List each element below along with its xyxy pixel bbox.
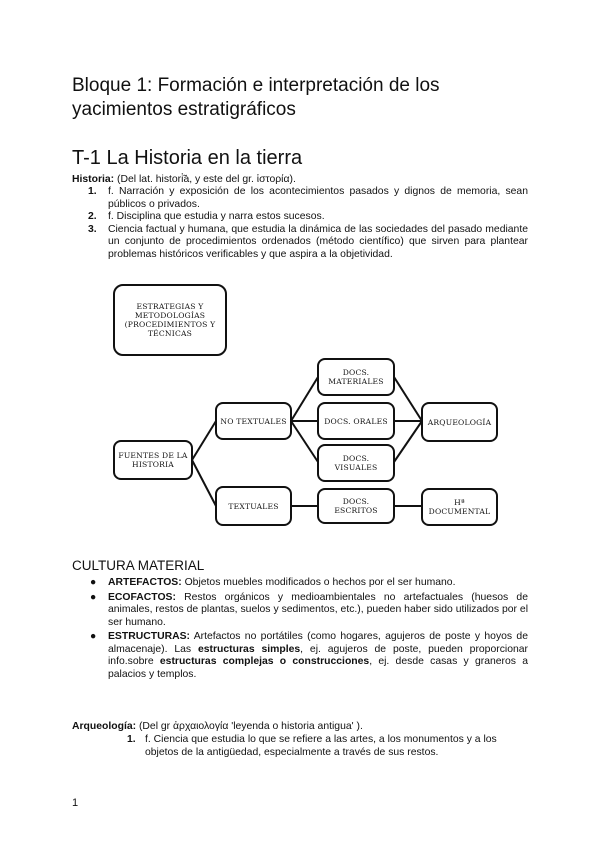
docs-escritos-box: DOCS. ESCRITOS <box>317 488 395 524</box>
arqueologia-etymology: (Del gr ἀρχαιολογία 'leyenda o historia antigua' ). <box>136 721 363 732</box>
textual-box: TEXTUALES <box>215 486 292 526</box>
bullet-icon: ● <box>90 591 97 603</box>
culture-text: Restos orgánicos y medioambientales no artefactuales (huesos de animales, restos de plantas, suelos y sedimentos, etc.), pueden haber sido utilizados por el ser humano. <box>108 591 528 628</box>
bullet-icon: ● <box>90 577 97 588</box>
connector-line <box>394 421 422 462</box>
documental-box: Hª DOCUMENTAL <box>421 488 498 526</box>
connector-line <box>192 421 216 460</box>
definition-number: 2. <box>88 211 97 222</box>
culture-item <box>72 592 528 630</box>
culture-term: ESTRUCTURAS: <box>108 631 190 642</box>
non-textual-box: NO TEXTUALES <box>215 402 292 440</box>
docs-visuales-box: DOCS. VISUALES <box>317 444 395 482</box>
arqueologia-heading <box>72 721 532 734</box>
culture-term: ARTEFACTOS: <box>108 577 182 588</box>
definition-text: f. Narración y exposición de los acontecimientos pasados y dignos de memoria, sean públicos o privados. <box>108 186 528 210</box>
sources-box: FUENTES DE LA HISTORIA <box>113 440 193 480</box>
culture-term: ECOFACTOS: <box>108 591 176 603</box>
topic-title: T-1 La Historia en la tierra <box>72 147 303 169</box>
page-number: 1 <box>72 797 79 809</box>
docs-orales-box: DOCS. ORALES <box>317 402 395 440</box>
connector-line <box>394 377 422 421</box>
definition-text: f. Ciencia que estudia lo que se refiere a las artes, a los monumentos y a los objetos de la antigüedad, especialmente a través de sus restos. <box>145 734 497 758</box>
connector-line <box>291 421 318 462</box>
historia-etymology: (Del lat. histori̇̃a, y este del gr. ἱστορία). <box>114 174 296 185</box>
definition-text: Ciencia factual y humana, que estudia la dinámica de las sociedades del pasado mediante un conjunto de procedimientos ordenados (método científico) que sirven para plantear problemas históricos verificables y que aspira a la objetividad. <box>108 223 528 260</box>
definition-number: 1. <box>88 186 97 197</box>
culture-item <box>72 631 528 681</box>
historia-term: Historia: <box>72 174 115 185</box>
culture-item <box>72 577 528 590</box>
bullet-icon: ● <box>90 631 97 642</box>
culture-text: , ej. agujeros de poste, pueden proporcionar info.sobre <box>108 643 528 667</box>
arqueologia-term: Arqueología: <box>72 721 137 732</box>
culture-list <box>72 577 528 683</box>
arqueologia-definition <box>127 734 529 759</box>
culture-bold: estructuras complejas o construcciones <box>159 656 370 667</box>
culture-text: Artefactos no portátiles (como hogares, agujeros de poste y hoyos de almacenaje). Las <box>108 631 528 655</box>
culture-title: CULTURA MATERIAL <box>72 558 205 573</box>
culture-text: Objetos muebles modificados o hechos por el ser humano. <box>181 577 456 588</box>
definition-text: f. Disciplina que estudia y narra estos sucesos. <box>108 211 325 222</box>
connector-line <box>192 460 216 506</box>
strategies-box: ESTRATEGIAS Y METODOLOGÍAS (PROCEDIMIENTOS Y TÉCNICAS <box>113 284 227 356</box>
block-title: Bloque 1: Formación e interpretación de los yacimientos estratigráficos <box>72 75 440 120</box>
culture-text: , ej. desde casas y graneros a palacios y templos. <box>108 656 528 680</box>
definition-number: 3. <box>88 223 97 235</box>
connector-line <box>291 377 318 421</box>
docs-materiales-box: DOCS. MATERIALES <box>317 358 395 396</box>
culture-bold: estructuras simples <box>198 643 301 655</box>
definition-number: 1. <box>127 734 136 745</box>
arqueologia-box: ARQUEOLOGÍA <box>421 402 498 442</box>
